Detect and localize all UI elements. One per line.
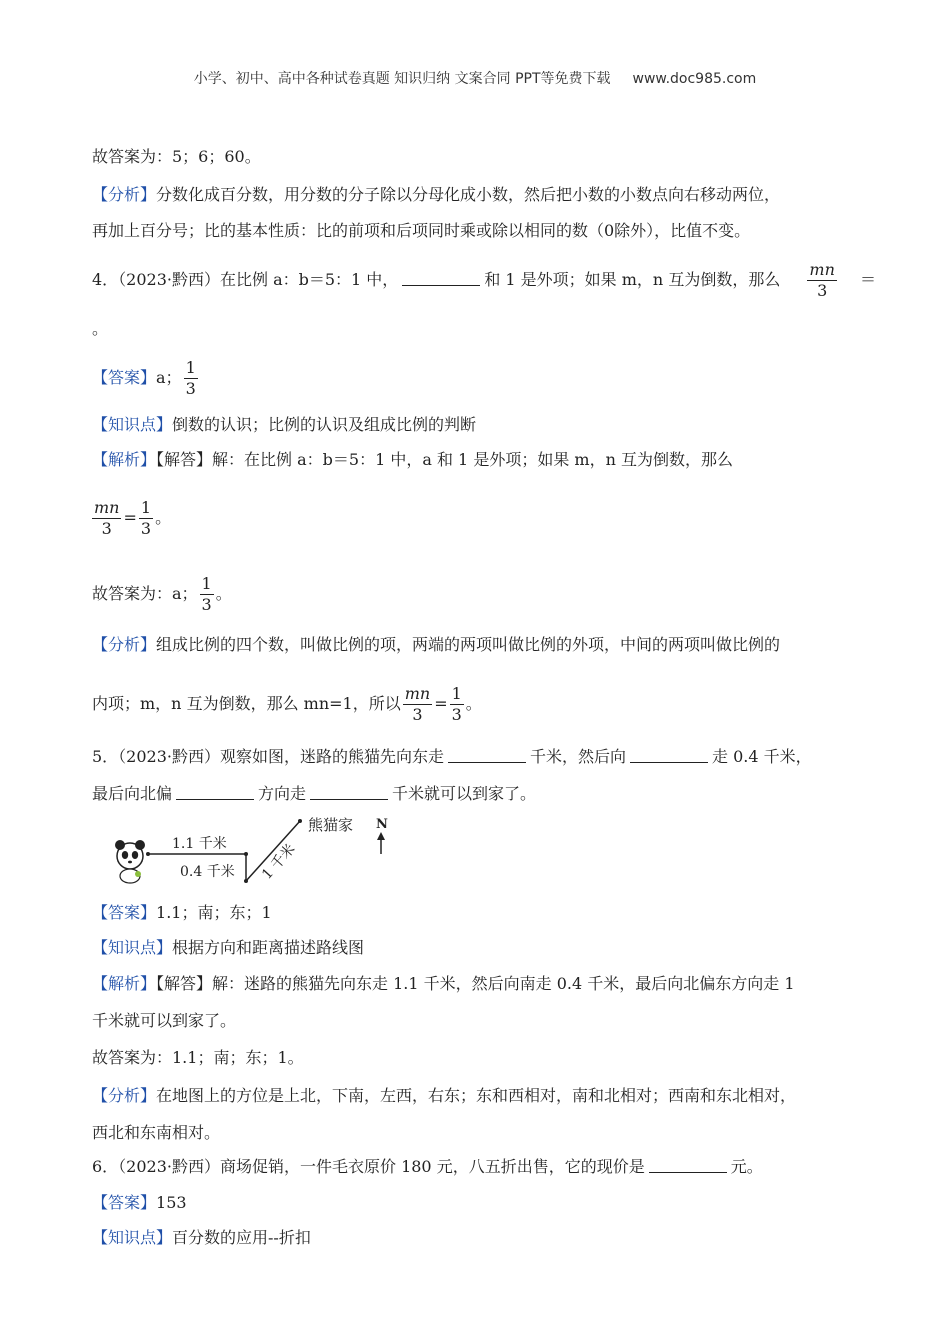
analysis-tag-q5: 【分析】 (92, 1086, 157, 1105)
q5-final: 故答案为：1.1；南；东；1。 (92, 1048, 304, 1067)
q5-mid1: 千米，然后向 (530, 747, 627, 766)
q4-frac-num: mn (809, 259, 835, 279)
north-arrow-icon (377, 832, 385, 854)
answer-tag: 【答案】 (92, 368, 157, 387)
prev-analysis-text1: 分数化成百分数，用分数的分子除以分母化成小数，然后把小数的小数点向右移动两位， (156, 185, 781, 204)
q4-analysis-text2: 内项；m，n 互为倒数，那么 mn=1，所以 (92, 694, 401, 713)
q5-analysis-text1: 在地图上的方位是上北，下南，左西，右东；东和西相对，南和北相对；西南和东北相对， (156, 1086, 797, 1105)
q4-analysis-text1: 组成比例的四个数，叫做比例的项，两端的两项叫做比例的外项，中间的两项叫做比例的 (156, 635, 781, 654)
q4-period: 。 (92, 319, 109, 338)
q5-blank-1[interactable] (448, 748, 526, 763)
q5-blank-4[interactable] (310, 785, 388, 800)
q4-sol-eq: = (123, 508, 137, 527)
q5-answer (92, 902, 272, 924)
q4-stem (92, 260, 876, 300)
q4-fraction (807, 259, 836, 300)
q4-analysis-frac1 (403, 683, 432, 724)
q6-stem (92, 1156, 763, 1178)
q4-frac-den: 3 (817, 280, 828, 300)
q4-solution (92, 449, 733, 471)
q5-knowledge (92, 937, 364, 959)
panda-icon (115, 840, 145, 883)
q4-eq: ＝ (860, 270, 877, 289)
q4-final-num: 1 (201, 573, 212, 593)
label-home: 熊猫家 (308, 816, 354, 834)
q4-knowledge (92, 414, 476, 436)
analysis-tag-q4: 【分析】 (92, 635, 157, 654)
q4-sol-den2: 3 (140, 518, 152, 538)
q5-mid2: 走 0.4 千米， (712, 747, 812, 766)
q4-head: 4．（2023·黔西）在比例 a：b＝5：1 中， (92, 270, 399, 289)
q5-knowledge-text: 根据方向和距离描述路线图 (172, 938, 365, 957)
page-header (0, 68, 950, 88)
knowledge-tag-q5: 【知识点】 (92, 938, 173, 957)
q5-line2-c: 千米就可以到家了。 (392, 784, 537, 803)
q4-answer-den: 3 (185, 378, 196, 398)
q5-blank-2[interactable] (630, 748, 708, 763)
q6-knowledge (92, 1227, 311, 1249)
q4-final-den: 3 (201, 594, 212, 614)
q4-solution-eq (92, 498, 171, 538)
q4-analysis-num1: mn (404, 683, 431, 703)
q4-sol-den1: 3 (101, 518, 112, 538)
q4-solution-text: 解：在比例 a：b＝5：1 中，a 和 1 是外项；如果 m，n 互为倒数，那么 (212, 450, 733, 469)
q4-analysis-line2 (92, 684, 482, 724)
q4-answer-num: 1 (185, 357, 196, 377)
q4-final (92, 574, 232, 614)
q4-final-end: 。 (215, 584, 232, 603)
q5-line2-a: 最后向北偏 (92, 784, 173, 803)
q4-final-fraction (200, 573, 214, 614)
q4-final-prefix: 故答案为：a； (92, 584, 198, 603)
q5-stem-line1 (92, 746, 812, 768)
q5-blank-3[interactable] (176, 785, 254, 800)
q6-tail: 元。 (730, 1157, 763, 1176)
q4-sol-frac1 (92, 497, 121, 538)
answer-tag-q6: 【答案】 (92, 1193, 157, 1212)
q4-sol-num1: mn (94, 497, 120, 517)
prev-final-answer: 故答案为：5；6；60。 (92, 147, 261, 166)
q4-analysis-frac2 (450, 683, 464, 724)
q4-answer-prefix: a； (156, 368, 182, 387)
q4-answer-fraction (184, 357, 198, 398)
q5-analysis-line2: 西北和东南相对。 (92, 1123, 221, 1142)
label-south: 0.4 千米 (180, 864, 235, 880)
q4-knowledge-text: 倒数的认识；比例的认识及组成比例的判断 (172, 415, 477, 434)
prev-analysis-line1 (92, 184, 780, 206)
q4-sol-num2: 1 (140, 497, 152, 517)
route-diagram (110, 814, 410, 889)
q4-analysis-den2: 3 (451, 704, 462, 724)
q4-analysis-line1 (92, 634, 780, 656)
q5-analysis-line1 (92, 1085, 796, 1107)
q5-solution-line2: 千米就可以到家了。 (92, 1011, 237, 1030)
solution-tag: 【解析】 (92, 450, 157, 469)
q4-analysis-end: 。 (465, 694, 482, 713)
analysis-tag: 【分析】 (92, 185, 157, 204)
jieda-tag: 【解答】 (156, 450, 213, 469)
header-url[interactable]: www.doc985.com (632, 71, 757, 87)
answer-tag-q5: 【答案】 (92, 903, 157, 922)
q4-analysis-eq: = (434, 694, 448, 713)
q4-blank[interactable] (402, 271, 480, 286)
q6-answer-text: 153 (156, 1193, 187, 1212)
q5-stem-line2 (92, 783, 536, 805)
q5-line2-b: 方向走 (258, 784, 307, 803)
label-east: 1.1 千米 (172, 836, 227, 852)
label-diag: 1 千米 (259, 841, 299, 883)
q4-sol-frac2 (139, 497, 153, 538)
q5-solution-line1 (92, 973, 795, 995)
jieda-tag-q5: 【解答】 (156, 974, 213, 993)
q6-blank[interactable] (649, 1158, 727, 1173)
q5-head: 5．（2023·黔西）观察如图，迷路的熊猫先向东走 (92, 747, 444, 766)
solution-tag-q5: 【解析】 (92, 974, 157, 993)
q4-answer (92, 358, 200, 398)
q4-mid: 和 1 是外项；如果 m，n 互为倒数，那么 (484, 270, 781, 289)
q6-knowledge-text: 百分数的应用--折扣 (172, 1228, 311, 1247)
q4-analysis-den1: 3 (412, 704, 423, 724)
prev-analysis-line2: 再加上百分号；比的基本性质：比的前项和后项同时乘或除以相同的数（0除外），比值不变。 (92, 221, 751, 240)
knowledge-tag: 【知识点】 (92, 415, 173, 434)
q5-answer-text: 1.1；南；东；1 (156, 903, 272, 922)
header-text: 小学、初中、高中各种试卷真题 知识归纳 文案合同 PPT等免费下载 (193, 71, 611, 87)
q4-sol-end: 。 (155, 508, 172, 527)
label-north: N (376, 817, 388, 832)
knowledge-tag-q6: 【知识点】 (92, 1228, 173, 1247)
q6-answer (92, 1192, 187, 1214)
q5-solution-text1: 解：迷路的熊猫先向东走 1.1 千米，然后向南走 0.4 千米，最后向北偏东方向走 1 (212, 974, 795, 993)
q4-analysis-num2: 1 (451, 683, 462, 703)
q6-head: 6．（2023·黔西）商场促销，一件毛衣原价 180 元，八五折出售，它的现价是 (92, 1157, 645, 1176)
